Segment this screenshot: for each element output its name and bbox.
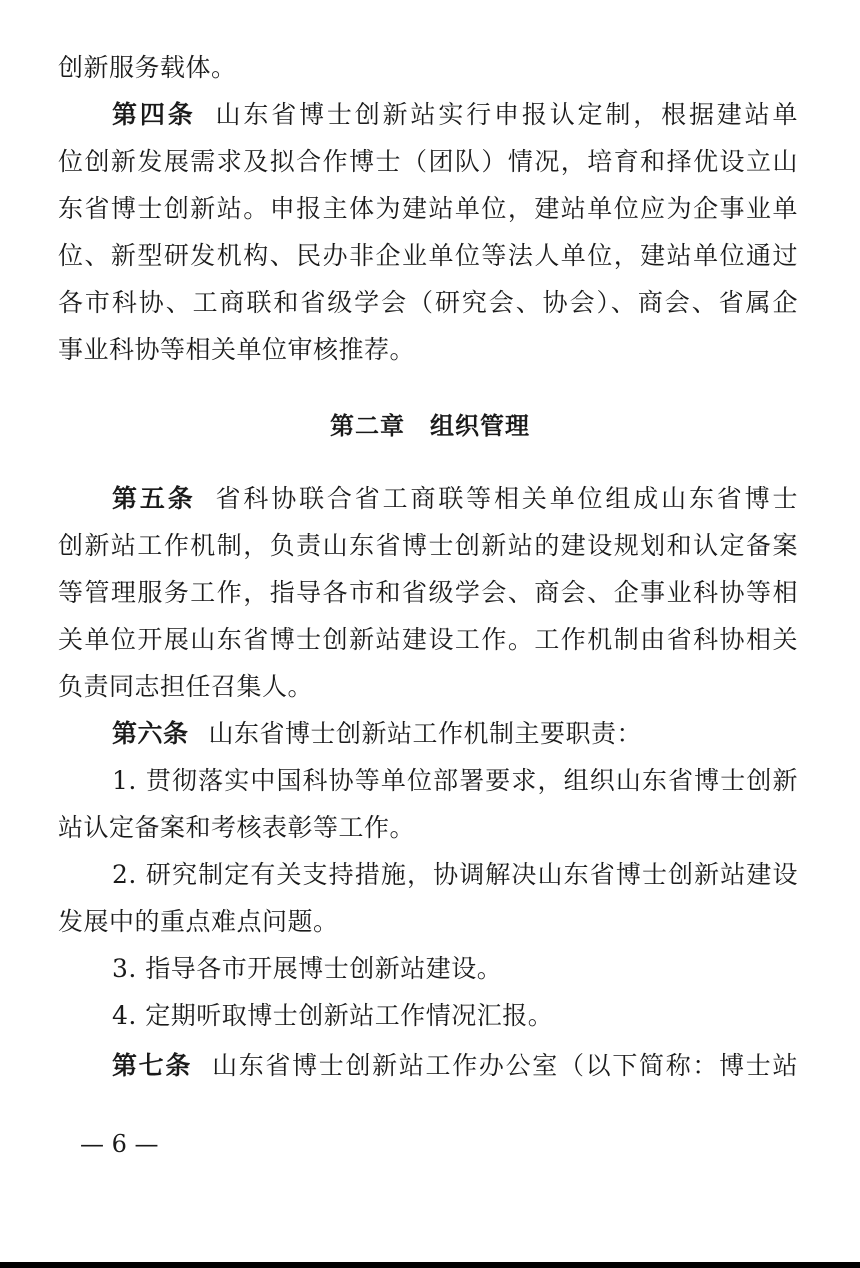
paragraph-line: 关单位开展山东省博士创新站建设工作。工作机制由省科协相关 — [58, 625, 798, 654]
article-4-label: 第四条 — [112, 100, 196, 129]
paragraph-line: 事业科协等相关单位审核推荐。 — [58, 335, 416, 364]
list-item-line: 站认定备案和考核表彰等工作。 — [58, 813, 416, 842]
article-5-text: 省科协联合省工商联等相关单位组成山东省博士 — [215, 484, 798, 513]
page-number: — 6 — — [80, 1130, 159, 1158]
list-item-line: 3. 指导各市开展博士创新站建设。 — [112, 954, 503, 983]
paragraph-line: 创新站工作机制，负责山东省博士创新站的建设规划和认定备案 — [58, 531, 798, 560]
article-5-line — [112, 483, 798, 517]
list-item-line: 4. 定期听取博士创新站工作情况汇报。 — [112, 1001, 554, 1030]
article-4-text: 山东省博士创新站实行申报认定制，根据建站单 — [215, 100, 798, 129]
article-5-label: 第五条 — [112, 484, 196, 513]
chapter-heading: 第二章 组织管理 — [330, 412, 530, 440]
list-item-line: 1. 贯彻落实中国科协等单位部署要求，组织山东省博士创新 — [112, 766, 798, 795]
list-item-line: 发展中的重点难点问题。 — [58, 907, 339, 936]
paragraph-line: 位、新型研发机构、民办非企业单位等法人单位，建站单位通过 — [58, 241, 798, 270]
article-4-line — [112, 99, 798, 133]
article-7-text: 山东省博士创新站工作办公室（以下简称：博士站 — [212, 1051, 798, 1080]
paragraph-line: 位创新发展需求及拟合作博士（团队）情况，培育和择优设立山 — [58, 147, 798, 176]
paragraph-line: 负责同志担任召集人。 — [58, 672, 314, 701]
article-6-line — [112, 718, 798, 752]
paragraph-line: 等管理服务工作，指导各市和省级学会、商会、企事业科协等相 — [58, 578, 798, 607]
paragraph-line: 创新服务载体。 — [58, 53, 237, 82]
paragraph-line: 各市科协、工商联和省级学会（研究会、协会）、商会、省属企 — [58, 288, 798, 317]
bottom-border — [0, 1262, 860, 1268]
article-7-label: 第七条 — [112, 1051, 193, 1080]
list-item-line: 2. 研究制定有关支持措施，协调解决山东省博士创新站建设 — [112, 860, 798, 889]
article-6-text: 山东省博士创新站工作机制主要职责： — [208, 719, 643, 748]
article-7-line — [112, 1050, 798, 1084]
article-6-label: 第六条 — [112, 719, 189, 748]
paragraph-line: 东省博士创新站。申报主体为建站单位，建站单位应为企事业单 — [58, 194, 798, 223]
